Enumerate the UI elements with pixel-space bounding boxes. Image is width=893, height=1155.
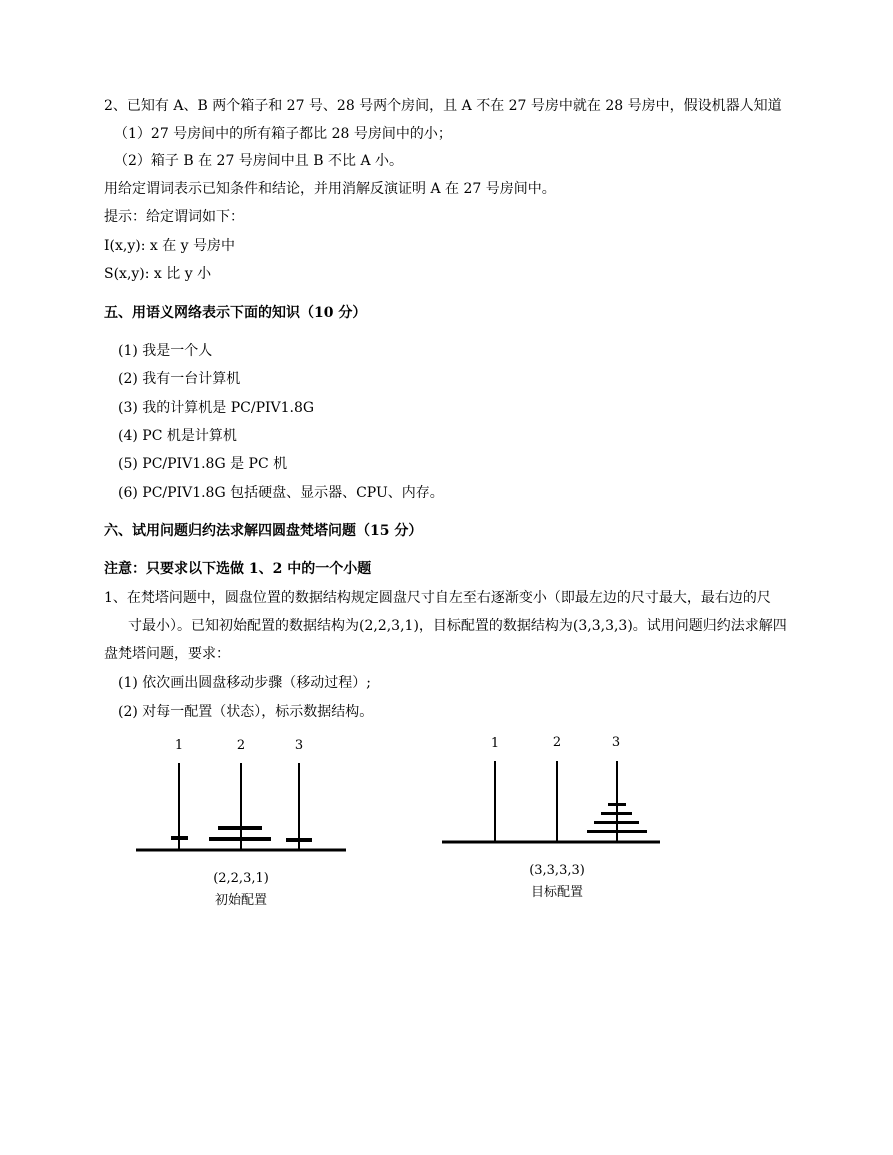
goal-disk-second [594,821,639,824]
goal-disk-third [601,812,632,815]
section6-title: 六、试用问题归约法求解四圆盘梵塔问题（15 分） [104,523,423,539]
goal-disk-smallest [608,803,626,806]
initial-config-value: (2,2,3,1) [213,871,269,886]
q2-hint: 提示：给定谓词如下： [104,209,244,225]
q2-line-1: 2、已知有 A、B 两个箱子和 27 号、28 号两个房间，且 A 不在 27 号房中就在 28 号房中，假设机器人知道 [104,98,782,114]
goal-peg-label-2: 2 [552,735,562,750]
initial-peg-label-3: 3 [294,738,304,753]
section5-item-5: (5) PC/PIV1.8G 是 PC 机 [118,456,288,472]
q2-line-2: （1）27 号房间中的所有箱子都比 28 号房间中的小； [114,126,452,142]
initial-config-caption: 初始配置 [214,893,268,908]
section5-item-6: (6) PC/PIV1.8G 包括硬盘、显示器、CPU、内存。 [118,485,444,501]
goal-peg-label-1: 1 [490,736,500,751]
section6-problem1-line-2: 寸最小）。已知初始配置的数据结构为(2,2,3,1)，目标配置的数据结构为(3,3,3,3)。试用问题归约法求解四 [128,618,787,634]
section5-item-4: (4) PC 机是计算机 [118,428,237,444]
q2-line-4: 用给定谓词表示已知条件和结论，并用消解反演证明 A 在 27 号房间中。 [104,181,556,197]
initial-disk-second [218,826,262,830]
initial-disk-third [286,838,312,842]
goal-config-figure [442,735,660,900]
section5-item-2: (2) 我有一台计算机 [118,371,241,387]
initial-disk-smallest [171,836,188,840]
section6-requirement-1: (1) 依次画出圆盘移动步骤（移动过程）; [118,675,371,691]
section6-problem1-line-1: 1、在梵塔问题中，圆盘位置的数据结构规定圆盘尺寸自左至右逐渐变小（即最左边的尺寸最大，最右边的尺 [104,590,771,606]
section6-requirement-2: (2) 对每一配置（状态），标示数据结构。 [118,704,374,720]
initial-peg-label-2: 2 [236,738,246,753]
goal-config-caption: 目标配置 [530,885,584,900]
goal-config-value: (3,3,3,3) [529,863,585,878]
initial-peg-label-1: 1 [174,738,184,753]
section6-note: 注意：只要求以下选做 1、2 中的一个小题 [104,561,372,577]
initial-disk-largest [209,837,271,841]
goal-disk-largest [587,830,647,833]
initial-config-figure [136,738,346,908]
section5-title: 五、用语义网络表示下面的知识（10 分） [104,305,367,321]
section5-item-3: (3) 我的计算机是 PC/PIV1.8G [118,400,315,416]
section5-item-1: (1) 我是一个人 [118,343,213,359]
goal-peg-label-3: 3 [611,735,621,750]
q2-predicate-s: S(x,y): x 比 y 小 [104,266,212,282]
q2-line-3: （2）箱子 B 在 27 号房间中且 B 不比 A 小。 [114,153,404,169]
section6-problem1-line-3: 盘梵塔问题，要求： [104,646,230,662]
q2-predicate-i: I(x,y): x 在 y 号房中 [104,238,236,254]
